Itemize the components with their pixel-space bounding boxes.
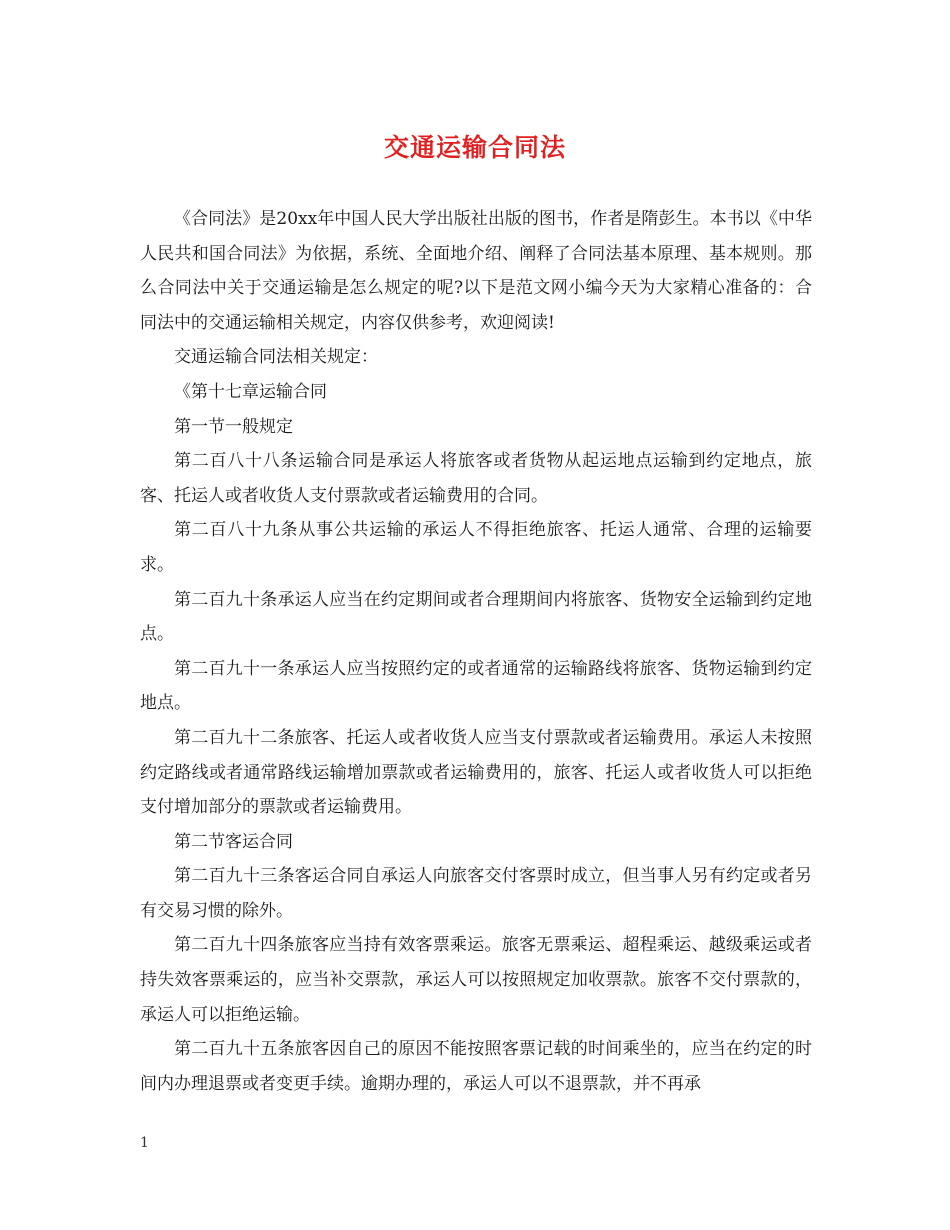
- article-288: 第二百八十八条运输合同是承运人将旅客或者货物从起运地点运输到约定地点，旅客、托运人或者收货人支付票款或者运输费用的合同。: [140, 451, 812, 506]
- section-heading: 第一节一般规定: [174, 416, 293, 437]
- document-body: [140, 202, 812, 1101]
- paragraph: 交通运输合同法相关规定：: [174, 347, 378, 368]
- section-heading: 第二节客运合同: [174, 831, 293, 852]
- article-294: 第二百九十四条旅客应当持有效客票乘运。旅客无票乘运、超程乘运、越级乘运或者持失效客票乘运的，应当补交票款，承运人可以按照规定加收票款。旅客不交付票款的，承运人可以拒绝运输。: [140, 935, 812, 1025]
- chapter-heading: 《第十七章运输合同: [174, 381, 327, 402]
- article-292: 第二百九十二条旅客、托运人或者收货人应当支付票款或者运输费用。承运人未按照约定路线或者通常路线运输增加票款或者运输费用的，旅客、托运人或者收货人可以拒绝支付增加部分的票款或者运输费用。: [140, 727, 812, 818]
- article-290: 第二百九十条承运人应当在约定期间或者合理期间内将旅客、货物安全运输到约定地点。: [140, 589, 812, 645]
- article-291: 第二百九十一条承运人应当按照约定的或者通常的运输路线将旅客、货物运输到约定地点。: [140, 658, 812, 714]
- page-number: 1: [140, 1135, 149, 1151]
- article-295: 第二百九十五条旅客因自己的原因不能按照客票记载的时间乘坐的，应当在约定的时间内办理退票或者变更手续。逾期办理的，承运人可以不退票款，并不再承: [140, 1039, 812, 1094]
- document-title: 交通运输合同法: [383, 133, 566, 162]
- paragraph: 《合同法》是20xx年中国人民大学出版社出版的图书，作者是隋彭生。本书以《中华人民共和国合同法》为依据，系统、全面地介绍、阐释了合同法基本原理、基本规则。那么合同法中关于交通运输是怎么规定的呢?以下是范文网小编今天为大家精心准备的：合同法中的交通运输相关规定，内容仅供参考，欢迎阅读!: [140, 209, 812, 333]
- article-293: 第二百九十三条客运合同自承运人向旅客交付客票时成立，但当事人另有约定或者另有交易习惯的除外。: [140, 866, 812, 921]
- article-289: 第二百八十九条从事公共运输的承运人不得拒绝旅客、托运人通常、合理的运输要求。: [140, 520, 812, 575]
